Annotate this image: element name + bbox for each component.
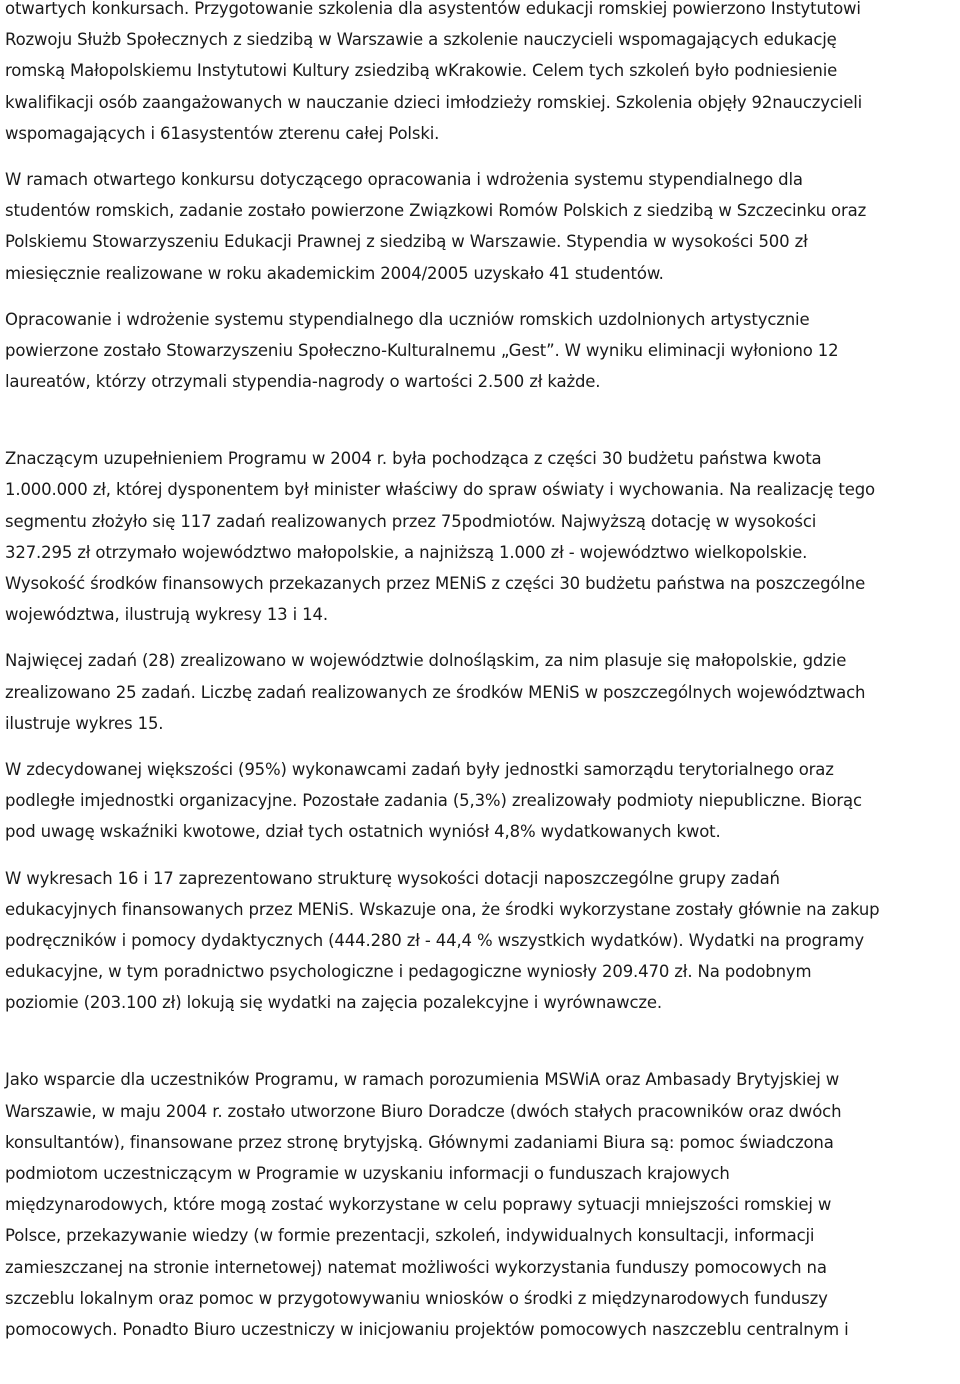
paragraph-grant-structure bbox=[5, 863, 960, 1019]
text-line: Polsce, przekazywanie wiedzy (w formie prezentacji, szkoleń, indywidualnych konsultacji, informacji bbox=[5, 1226, 815, 1246]
text-line: podręczników i pomocy dydaktycznych (444.280 zł - 44,4 % wszystkich wydatków). Wydatki na programy bbox=[5, 930, 864, 950]
text-line: W zdecydowanej większości (95%) wykonawcami zadań były jednostki samorządu terytorialnego oraz bbox=[5, 759, 834, 779]
text-line: miesięcznie realizowane w roku akademickim 2004/2005 uzyskało 41 studentów. bbox=[5, 263, 664, 283]
text-line: laureatów, którzy otrzymali stypendia-nagrody o wartości 2.500 zł każde. bbox=[5, 372, 601, 392]
paragraph-task-executors bbox=[5, 754, 960, 848]
text-line: szczeblu lokalnym oraz pomoc w przygotowywaniu wniosków o środki z międzynarodowych funduszy bbox=[5, 1288, 828, 1308]
text-line: Opracowanie i wdrożenie systemu stypendialnego dla uczniów romskich uzdolnionych artystycznie bbox=[5, 309, 810, 329]
text-line: segmentu złożyło się 117 zadań realizowanych przez 75podmiotów. Najwyższą dotację w wysokości bbox=[5, 511, 817, 531]
text-line: Jako wsparcie dla uczestników Programu, w ramach porozumienia MSWiA oraz Ambasady Brytyjskiej w bbox=[5, 1070, 840, 1090]
document-page bbox=[5, 0, 960, 1345]
text-line: edukacyjnych finansowanych przez MENiS. Wskazuje ona, że środki wykorzystane zostały głównie na zakup bbox=[5, 899, 880, 919]
text-line: pod uwagę wskaźniki kwotowe, dział tych ostatnich wyniósł 4,8% wydatkowanych kwot. bbox=[5, 822, 721, 842]
text-line: podmiotom uczestniczącym w Programie w uzyskaniu informacji o funduszach krajowych bbox=[5, 1164, 730, 1183]
text-line: wspomagających i 61asystentów zterenu całej Polski. bbox=[5, 123, 440, 143]
paragraph-artistic-scholarships bbox=[5, 304, 960, 398]
text-line: otwartych konkursach. Przygotowanie szkolenia dla asystentów edukacji romskiej powierzono Instytutowi bbox=[5, 0, 861, 18]
paragraph-budget-part-30 bbox=[5, 443, 960, 630]
text-line: poziomie (203.100 zł) lokują się wydatki na zajęcia pozalekcyjne i wyrównawcze. bbox=[5, 993, 662, 1013]
text-line: Wysokość środków finansowych przekazanych przez MENiS z części 30 budżetu państwa na poszczególne bbox=[5, 574, 866, 593]
text-line: 327.295 zł otrzymało województwo małopolskie, a najniższą 1.000 zł - województwo wielkopolskie. bbox=[5, 542, 808, 562]
text-line: Warszawie, w maju 2004 r. zostało utworzone Biuro Doradcze (dwóch stałych pracowników oraz dwóch bbox=[5, 1101, 842, 1121]
text-line: podległe imjednostki organizacyjne. Pozostałe zadania (5,3%) zrealizowały podmioty niepubliczne. Biorąc bbox=[5, 791, 862, 811]
text-line: pomocowych. Ponadto Biuro uczestniczy w inicjowaniu projektów pomocowych naszczeblu centralnym i bbox=[5, 1319, 849, 1339]
text-line: konsultantów), finansowane przez stronę brytyjską. Głównymi zadaniami Biura są: pomoc świadczona bbox=[5, 1132, 834, 1152]
text-line: edukacyjne, w tym poradnictwo psychologiczne i pedagogiczne wyniosły 209.470 zł. Na podobnym bbox=[5, 962, 812, 982]
text-line: Znaczącym uzupełnieniem Programu w 2004 r. była pochodząca z części 30 budżetu państwa kwota bbox=[5, 449, 822, 469]
text-line: kwalifikacji osób zaangażowanych w nauczanie dzieci imłodzieży romskiej. Szkolenia objęły 92nauczycieli bbox=[5, 92, 863, 112]
text-line: zrealizowano 25 zadań. Liczbę zadań realizowanych ze środków MENiS w poszczególnych województwach bbox=[5, 682, 866, 702]
text-line: międzynarodowych, które mogą zostać wykorzystane w celu poprawy sytuacji mniejszości romskiej w bbox=[5, 1195, 832, 1215]
text-line: 1.000.000 zł, której dysponentem był minister właściwy do spraw oświaty i wychowania. Na realizację tego bbox=[5, 480, 875, 500]
text-line: ilustruje wykres 15. bbox=[5, 713, 164, 733]
text-line: województwa, ilustrują wykresy 13 i 14. bbox=[5, 605, 328, 625]
text-line: studentów romskich, zadanie zostało powierzone Związkowi Romów Polskich z siedzibą w Szczecinku oraz bbox=[5, 201, 867, 221]
paragraph-student-scholarships bbox=[5, 164, 960, 289]
text-line: W wykresach 16 i 17 zaprezentowano strukturę wysokości dotacji naposzczególne grupy zadań bbox=[5, 868, 780, 888]
text-line: Najwięcej zadań (28) zrealizowano w województwie dolnośląskim, za nim plasuje się małopolskie, gdzie bbox=[5, 651, 847, 671]
text-line: powierzone zostało Stowarzyszeniu Społeczno-Kulturalnemu „Gest”. W wyniku eliminacji wyłoniono 12 bbox=[5, 340, 839, 360]
text-line: romską Małopolskiemu Instytutowi Kultury zsiedzibą wKrakowie. Celem tych szkoleń było podniesienie bbox=[5, 61, 838, 81]
text-line: W ramach otwartego konkursu dotyczącego opracowania i wdrożenia systemu stypendialnego dla bbox=[5, 169, 803, 189]
paragraph-tasks-by-region bbox=[5, 645, 960, 739]
text-line: Rozwoju Służb Społecznych z siedzibą w Warszawie a szkolenie nauczycieli wspomagających edukację bbox=[5, 30, 837, 50]
text-line: zamieszczanej na stronie internetowej) natemat możliwości wykorzystania funduszy pomocowych na bbox=[5, 1257, 827, 1277]
text-line: Polskiemu Stowarzyszeniu Edukacji Prawnej z siedzibą w Warszawie. Stypendia w wysokości 500 zł bbox=[5, 232, 808, 252]
paragraph-advisory-office bbox=[5, 1064, 960, 1345]
paragraph-training bbox=[5, 0, 960, 149]
